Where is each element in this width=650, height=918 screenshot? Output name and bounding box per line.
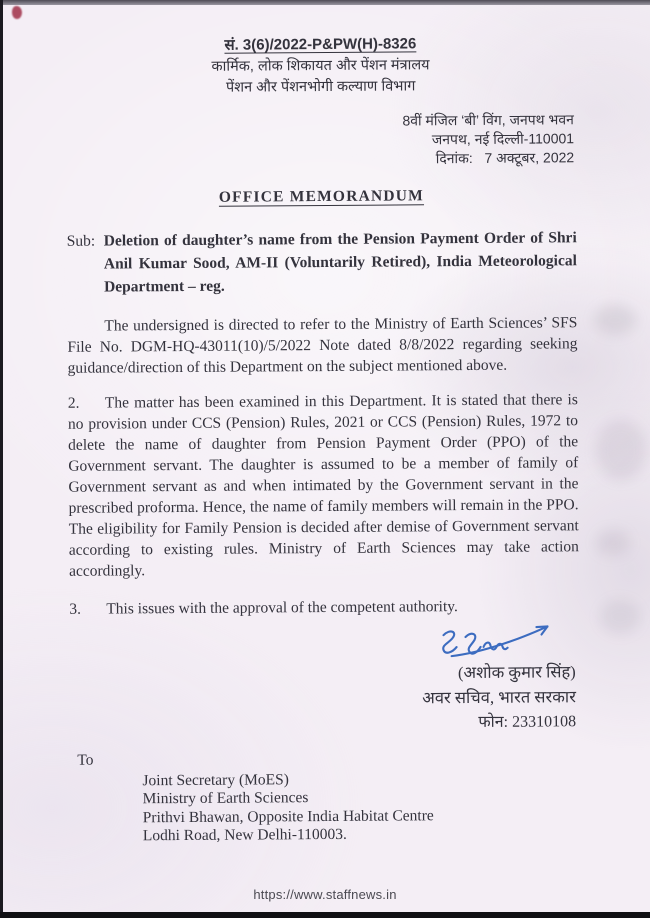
scan-edge-left — [0, 0, 3, 918]
recipient-block — [70, 748, 581, 846]
subject-text: Deletion of daughter’s name from the Pension Payment Order of Shri Anil Kumar Sood, AM-II (Voluntarily Retired), India Meteorological Department – reg. — [103, 229, 577, 296]
signatory-designation: अवर सचिव, भारत सरकार — [422, 687, 576, 708]
paragraph-3-text: This issues with the approval of the competent authority. — [106, 598, 458, 618]
signature-block — [69, 620, 580, 738]
paragraph-2-text: The matter has been examined in this Department. It is stated that there is no provision under CCS (Pension) Rules, 2021 or CCS (Pension) Rules, 1972 to delete the name of daughter from Pension Payment Order (PPO) of the Government servant. The daughter is assumed to be a member of family of Government servant as and when intimated by the Government servant in the prescribed proforma. Hence, the name of family members will remain in the PPO. The eligibility for Family Pension is decided after demise of Government servant according to existing rules. Ministry of Earth Sciences may take action accordingly. — [67, 391, 579, 580]
document-title: OFFICE MEMORANDUM — [218, 187, 425, 206]
signatory-phone: फोन: 23310108 — [478, 713, 577, 731]
issuing-address-block — [66, 110, 576, 171]
recipient-address — [142, 769, 581, 846]
recipient-line: Ministry of Earth Sciences — [142, 789, 309, 808]
address-line-1: 8वीं मंजिल ‘बी’ विंग, जनपथ भवन — [402, 111, 574, 129]
subject-line — [67, 226, 577, 299]
paragraph-1: The undersigned is directed to refer to the Ministry of Earth Sciences’ SFS File No. DGM-HQ-43011(10)/5/2022 Note dated 8/8/2022 regarding seeking guidance/direction of this Department on the subject mentioned above. — [67, 314, 578, 377]
source-url: https://www.staffnews.in — [253, 887, 397, 902]
scan-edge-bottom — [0, 912, 650, 918]
scan-corner-mark — [12, 6, 22, 19]
address-line-2: जनपथ, नई दिल्ली-110001 — [431, 130, 575, 148]
department-name: पेंशन और पेंशनभोगी कल्याण विभाग — [225, 78, 416, 96]
recipient-line: Prithvi Bhawan, Opposite India Habitat Centre — [142, 806, 434, 826]
paragraph-2-number: 2. — [67, 394, 80, 412]
signatory-name: (अशोक कुमार सिंह) — [457, 662, 576, 683]
paragraph-3-number: 3. — [69, 600, 81, 618]
subject-label: Sub: — [66, 232, 96, 250]
scan-edge-top — [0, 0, 650, 5]
ministry-name: कार्मिक, लोक शिकायत और पेंशन मंत्रालय — [211, 57, 430, 75]
recipient-label: To — [77, 751, 94, 769]
date-line: दिनांक: 7 अक्टूबर, 2022 — [435, 149, 575, 167]
recipient-line: Joint Secretary (MoES) — [142, 770, 289, 789]
recipient-line: Lodhi Road, New Delhi-110003. — [142, 825, 347, 845]
paragraph-2 — [68, 389, 579, 582]
reference-number: सं. 3(6)/2022-P&PW(H)-8326 — [224, 35, 417, 54]
paragraph-3 — [69, 595, 579, 620]
